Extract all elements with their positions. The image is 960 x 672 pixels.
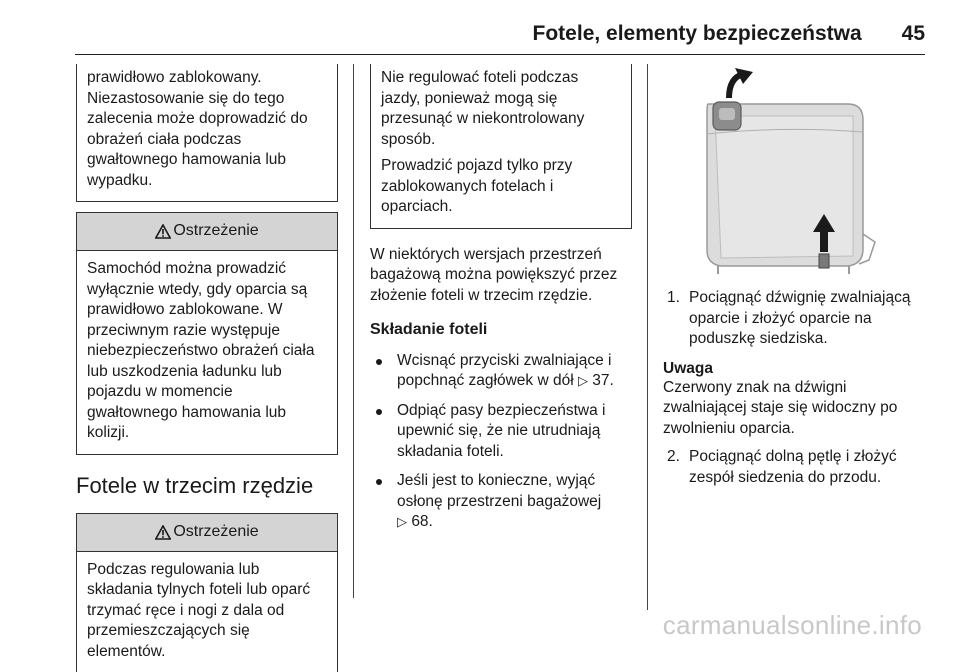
step-number: 2. xyxy=(667,447,680,468)
watermark: carmanualsonline.info xyxy=(663,610,922,641)
bullet-dot xyxy=(376,359,382,365)
note-text: Czerwony znak na dźwigni zwalniającej staje się widoczny po zwolnieniu oparcia. xyxy=(663,378,925,440)
bullet-list xyxy=(370,351,632,533)
page-title: Fotele, elementy bezpieczeństwa xyxy=(533,22,862,45)
warning-paragraph-2: Prowadzić pojazd tylko przy zablokowanych fotelach i oparciach. xyxy=(381,156,621,218)
step-number: 1. xyxy=(667,288,680,309)
warning-title: Ostrzeżenie xyxy=(173,221,258,242)
column-divider-1 xyxy=(353,64,354,598)
seat-folding-illustration xyxy=(663,64,925,274)
column-3 xyxy=(663,64,925,496)
section-title: Fotele w trzecim rzędzie xyxy=(76,473,338,499)
list-item-text: Wcisnąć przyciski zwalniające i popchnąć zagłówek w dół xyxy=(397,352,611,390)
step-text: Pociągnąć dolną pętlę i złożyć zespół siedzenia do przodu. xyxy=(689,448,897,486)
warning-triangle-icon xyxy=(155,525,171,540)
bullet-dot xyxy=(376,479,382,485)
warning-title: Ostrzeżenie xyxy=(173,522,258,543)
step-item xyxy=(663,447,925,488)
list-item xyxy=(370,401,632,463)
bullet-dot xyxy=(376,409,382,415)
warning-box-1 xyxy=(76,212,338,455)
warning-paragraph-1: Nie regulować foteli podczas jazdy, ponieważ mogą się przesunąć w niekontrolowany sposób. xyxy=(381,68,621,150)
list-item-text: Odpiąć pasy bezpieczeństwa i upewnić się, że nie utrudniają składania foteli. xyxy=(397,402,606,460)
step-item xyxy=(663,288,925,350)
warning-header xyxy=(77,213,337,251)
column-1 xyxy=(76,64,338,672)
page-ref: 68. xyxy=(411,513,433,530)
intro-paragraph: W niektórych wersjach przestrzeń bagażową można powiększyć przez złożenie foteli w trzecim rzędzie. xyxy=(370,245,632,307)
list-item-text: Jeśli jest to konieczne, wyjąć osłonę przestrzeni bagażowej xyxy=(397,472,601,510)
subheading: Składanie foteli xyxy=(370,320,632,341)
warning-triangle-icon xyxy=(155,224,171,239)
seat-illustration xyxy=(663,64,925,274)
warning-text: Podczas regulowania lub składania tylnych foteli lub oparć trzymać ręce i nogi z dala od przemieszczających się elementów. xyxy=(87,560,327,663)
warning-box-continued-2 xyxy=(370,64,632,229)
steps-list-2 xyxy=(663,447,925,488)
list-item xyxy=(370,471,632,533)
warning-header xyxy=(77,514,337,552)
list-item xyxy=(370,351,632,392)
ref-arrow-icon: ▷ xyxy=(578,373,588,388)
steps-list xyxy=(663,288,925,350)
column-divider-2 xyxy=(647,64,648,610)
warning-box-2 xyxy=(76,513,338,672)
page-ref: 37. xyxy=(592,372,614,389)
ref-arrow-icon: ▷ xyxy=(397,514,407,529)
page-number: 45 xyxy=(902,22,925,46)
page-header xyxy=(0,22,925,46)
header-divider xyxy=(75,54,925,55)
note-title: Uwaga xyxy=(663,360,925,378)
column-2 xyxy=(370,64,632,542)
warning-continued-text: prawidłowo zablokowany. Niezastosowanie się do tego zalecenia może doprowadzić do obrażeń ciała podczas gwałtownego hamowania lub wypadku. xyxy=(87,68,327,191)
warning-text: Samochód można prowadzić wyłącznie wtedy, gdy oparcia są prawidłowo zablokowane. W przeciwnym razie występuje niebezpieczeństwo obrażeń ciała lub uszkodzenia ładunku lub pojazdu w momencie gwałtownego hamowania lub kolizji. xyxy=(87,259,327,444)
warning-box-continued xyxy=(76,64,338,202)
step-text: Pociągnąć dźwignię zwalniającą oparcie i złożyć oparcie na poduszkę siedziska. xyxy=(689,289,910,347)
